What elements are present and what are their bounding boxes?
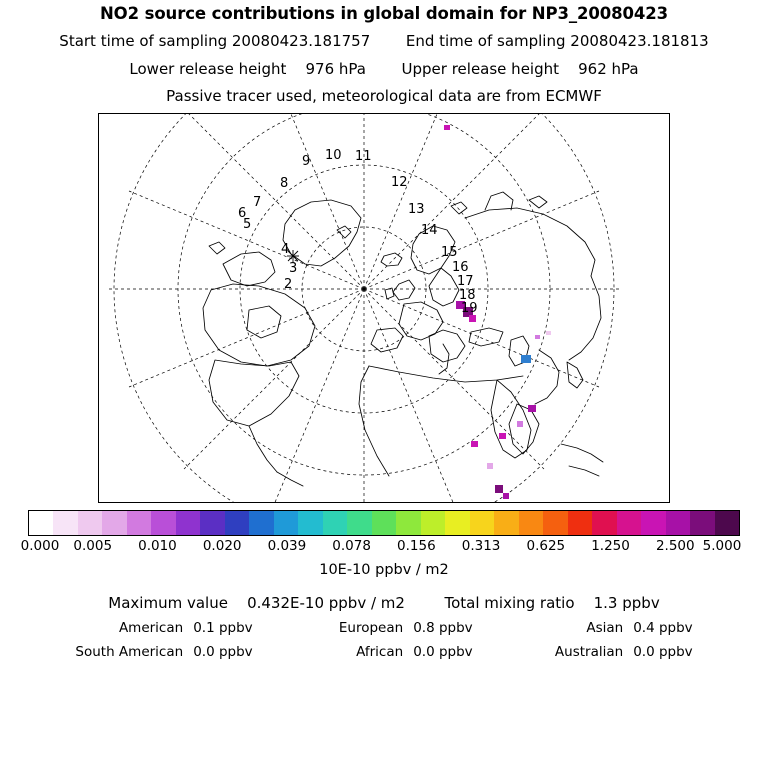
colorbar-swatch-27	[690, 511, 714, 535]
map-canvas	[99, 114, 669, 502]
colorbar-swatch-23	[592, 511, 616, 535]
colorbar-tick-11: 5.000	[702, 538, 742, 554]
colorbar-tick-8: 0.625	[526, 538, 566, 554]
trajectory-label-8: 8	[280, 176, 289, 191]
colorbar-swatch-2	[78, 511, 102, 535]
source-american-value: 0.1 ppbv	[193, 620, 253, 636]
start-time-value: 20080423.181757	[231, 32, 371, 50]
colorbar-unit-label: 10E-10 ppbv / m2	[319, 562, 449, 578]
colorbar-tick-labels	[0, 538, 768, 554]
colorbar-swatch-8	[225, 511, 249, 535]
colorbar-swatch-21	[543, 511, 567, 535]
footer-sources-row-2	[60, 644, 720, 660]
header-release-heights	[0, 60, 768, 78]
meridians	[109, 114, 619, 502]
trajectory-label-3: 3	[289, 261, 298, 276]
source-european	[280, 620, 500, 636]
trajectory-label-9: 9	[302, 154, 311, 169]
header-sampling-times	[0, 32, 768, 50]
colorbar	[28, 510, 740, 536]
colorbar-swatch-26	[666, 511, 690, 535]
source-african	[280, 644, 500, 660]
colorbar-tick-3: 0.020	[202, 538, 242, 554]
source-asian-value: 0.4 ppbv	[633, 620, 693, 636]
colorbar-swatch-19	[494, 511, 518, 535]
source-european-value: 0.8 ppbv	[413, 620, 473, 636]
colorbar-swatch-17	[445, 511, 469, 535]
colorbar-swatch-24	[617, 511, 641, 535]
lower-release-value: 976 hPa	[305, 60, 366, 78]
source-south-american-label: South American	[75, 644, 184, 660]
trajectory-label-18: 18	[459, 288, 476, 303]
max-value-label: Maximum value	[108, 594, 228, 612]
lower-release-label: Lower release height	[129, 60, 287, 78]
colorbar-swatch-20	[519, 511, 543, 535]
max-value: 0.432E-10 ppbv / m2	[247, 594, 405, 612]
source-asian-label: Asian	[586, 620, 624, 636]
total-mixing-ratio-label: Total mixing ratio	[444, 594, 575, 612]
colorbar-swatch-25	[641, 511, 665, 535]
source-australian-value: 0.0 ppbv	[633, 644, 693, 660]
source-american-label: American	[118, 620, 184, 636]
source-european-label: European	[338, 620, 404, 636]
colorbar-tick-1: 0.005	[73, 538, 113, 554]
trajectory-label-10: 10	[325, 148, 342, 163]
colorbar-swatch-16	[421, 511, 445, 535]
footer-sources-row-1	[60, 620, 720, 636]
colorbar-swatch-7	[200, 511, 224, 535]
source-australian	[500, 644, 720, 660]
colorbar-swatch-0	[29, 511, 53, 535]
colorbar-swatch-28	[715, 511, 739, 535]
colorbar-tick-10: 2.500	[655, 538, 695, 554]
colorbar-swatch-3	[102, 511, 126, 535]
colorbar-swatch-6	[176, 511, 200, 535]
source-african-label: African	[356, 644, 404, 660]
colorbar-swatch-5	[151, 511, 175, 535]
map-panel	[98, 113, 670, 503]
trajectory-label-2: 2	[284, 277, 293, 292]
trajectory-label-11: 11	[355, 149, 372, 164]
trajectory-label-5: 5	[243, 217, 252, 232]
colorbar-tick-4: 0.039	[267, 538, 307, 554]
colorbar-swatch-22	[568, 511, 592, 535]
colorbar-swatch-9	[249, 511, 273, 535]
end-time-label: End time of sampling	[405, 32, 566, 50]
colorbar-tick-9: 1.250	[591, 538, 630, 554]
source-african-value: 0.0 ppbv	[413, 644, 473, 660]
trajectory-label-14: 14	[421, 223, 438, 238]
colorbar-tick-5: 0.078	[332, 538, 371, 554]
trajectory-label-4: 4	[281, 242, 290, 257]
source-south-american-value: 0.0 ppbv	[193, 644, 253, 660]
colorbar-swatch-4	[127, 511, 151, 535]
trajectory-label-12: 12	[391, 175, 408, 190]
total-mixing-ratio-value: 1.3 ppbv	[593, 594, 660, 612]
colorbar-swatch-1	[53, 511, 77, 535]
colorbar-swatch-10	[274, 511, 298, 535]
trajectory-label-19: 19	[461, 301, 478, 316]
start-time-label: Start time of sampling	[59, 32, 228, 50]
source-australian-label: Australian	[554, 644, 624, 660]
end-time-value: 20080423.181813	[570, 32, 709, 50]
trajectory-label-13: 13	[408, 202, 425, 217]
page-title: NO2 source contributions in global domain for NP3_20080423	[99, 4, 669, 23]
trajectory-label-6: 6	[238, 206, 247, 221]
source-asian	[500, 620, 720, 636]
colorbar-tick-2: 0.010	[138, 538, 177, 554]
source-south-american	[60, 644, 280, 660]
colorbar-tick-0: 0.000	[20, 538, 60, 554]
footer-summary	[0, 594, 768, 612]
colorbar-tick-7: 0.313	[461, 538, 501, 554]
header-note: Passive tracer used, meteorological data are from ECMWF	[166, 87, 602, 105]
colorbar-swatch-14	[372, 511, 396, 535]
colorbar-swatch-13	[347, 511, 371, 535]
upper-release-label: Upper release height	[401, 60, 559, 78]
colorbar-swatch-12	[323, 511, 347, 535]
trajectory-label-17: 17	[457, 274, 474, 289]
upper-release-value: 962 hPa	[578, 60, 639, 78]
trajectory-label-16: 16	[452, 260, 469, 275]
trajectory-label-15: 15	[441, 245, 458, 260]
source-american	[60, 620, 280, 636]
colorbar-swatch-15	[396, 511, 420, 535]
colorbar-tick-6: 0.156	[397, 538, 436, 554]
trajectory-label-7: 7	[253, 195, 262, 210]
colorbar-swatch-18	[470, 511, 494, 535]
colorbar-swatch-11	[298, 511, 322, 535]
